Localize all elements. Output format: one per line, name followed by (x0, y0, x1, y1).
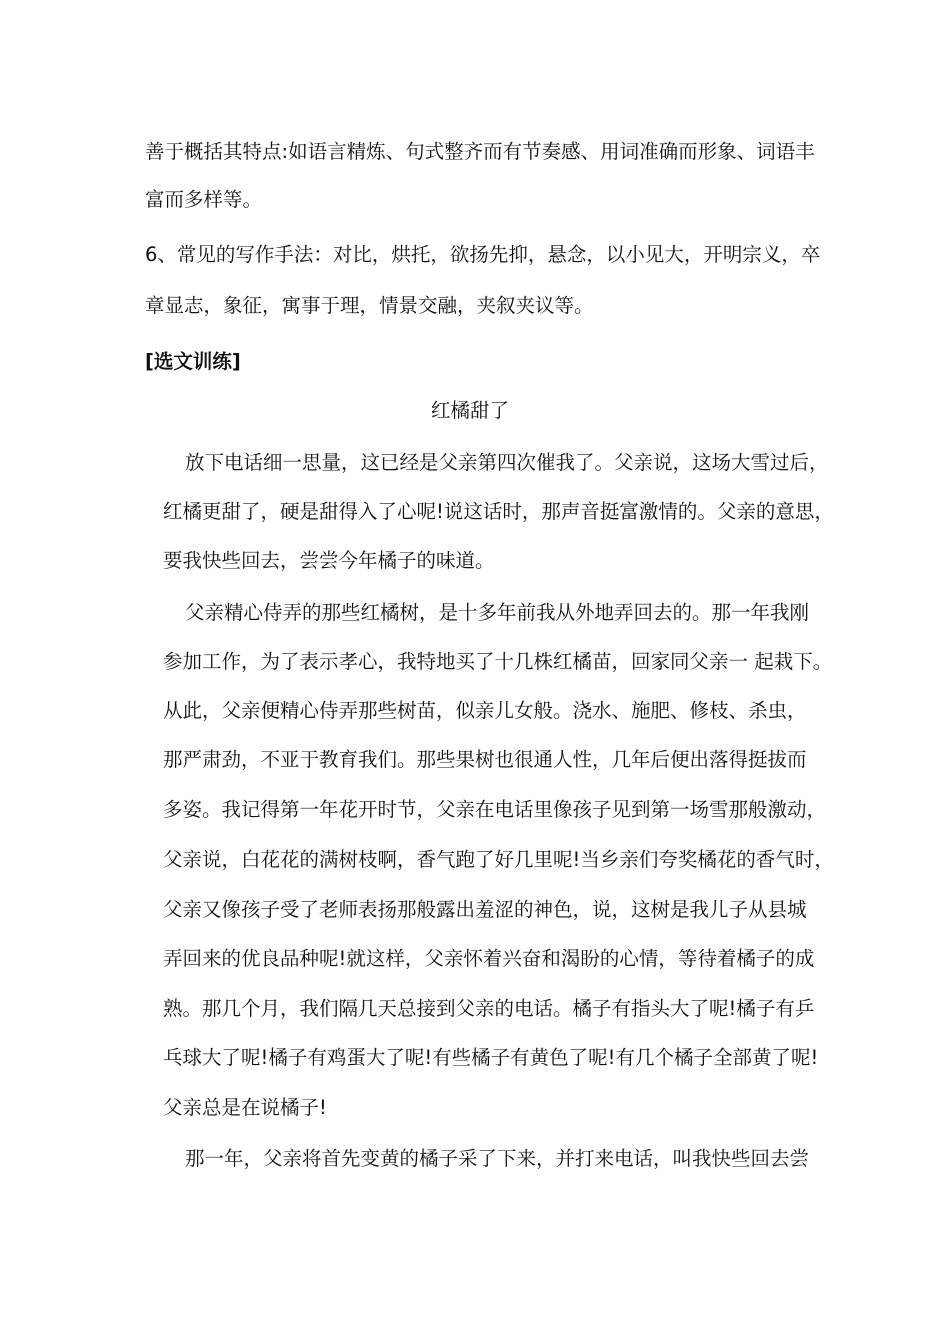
paragraph-2-line-3: 从此，父亲便精心侍弄那些树苗，似亲儿女般。浇水、施肥、修枝、杀虫， (163, 699, 807, 722)
paragraph-2-line-8: 弄回来的优良品种呢!就这样，父亲怀着兴奋和渴盼的心情，等待着橘子的成 (163, 947, 815, 970)
paragraph-1-line-3: 要我快些回去，尝尝今年橘子的味道。 (163, 549, 495, 572)
paragraph-2-line-5: 多姿。我记得第一年花开时节，父亲在电话里像孩子见到第一场雪那般激动， (163, 798, 827, 821)
paragraph-2-line-4: 那严肃劲，不亚于教育我们。那些果树也很通人性，几年后便出落得挺拔而 (163, 748, 807, 771)
paragraph-2-line-2: 参加工作，为了表示孝心，我特地买了十几株红橘苗，回家同父亲一 起栽下。 (163, 650, 833, 673)
paragraph-2-line-11: 父亲总是在说橘子! (163, 1096, 327, 1119)
paragraph-2-line-6: 父亲说，白花花的满树枝啊，香气跑了好几里呢!当乡亲们夸奖橘花的香气时， (163, 848, 834, 871)
section-heading: [选文训练] (145, 350, 241, 373)
intro-line-2: 富而多样等。 (145, 188, 263, 211)
paragraph-1-line-1: 放下电话细一思量，这已经是父亲第四次催我了。父亲说，这场大雪过后， (185, 451, 829, 474)
intro-line-4: 章显志，象征，寓事于理，情景交融，夹叙夹议等。 (145, 294, 594, 317)
paragraph-2-line-10: 乓球大了呢!橘子有鸡蛋大了呢!有些橘子有黄色了呢!有几个橘子全部黄了呢! (163, 1046, 819, 1069)
intro-line-3: 6、常见的写作手法：对比，烘托，欲扬先抑，悬念，以小见大，开明宗义，卒 (145, 243, 821, 266)
paragraph-1-line-2: 红橘更甜了，硬是甜得入了心呢!说这话时，那声音挺富激情的。父亲的意思， (163, 500, 834, 523)
article-title: 红橘甜了 (430, 399, 509, 422)
paragraph-2-line-9: 熟。那几个月，我们隔几天总接到父亲的电话。橘子有指头大了呢!橘子有乒 (163, 997, 815, 1020)
paragraph-2-line-1: 父亲精心侍弄的那些红橘树，是十多年前我从外地弄回去的。那一年我刚 (185, 601, 810, 624)
intro-line-1: 善于概括其特点:如语言精炼、句式整齐而有节奏感、用词准确而形象、词语丰 (145, 140, 815, 163)
paragraph-2-line-7: 父亲又像孩子受了老师表扬那般露出羞涩的神色，说，这树是我儿子从县城 (163, 898, 807, 921)
paragraph-3-line-1: 那一年，父亲将首先变黄的橘子采了下来，并打来电话，叫我快些回去尝 (185, 1147, 810, 1170)
